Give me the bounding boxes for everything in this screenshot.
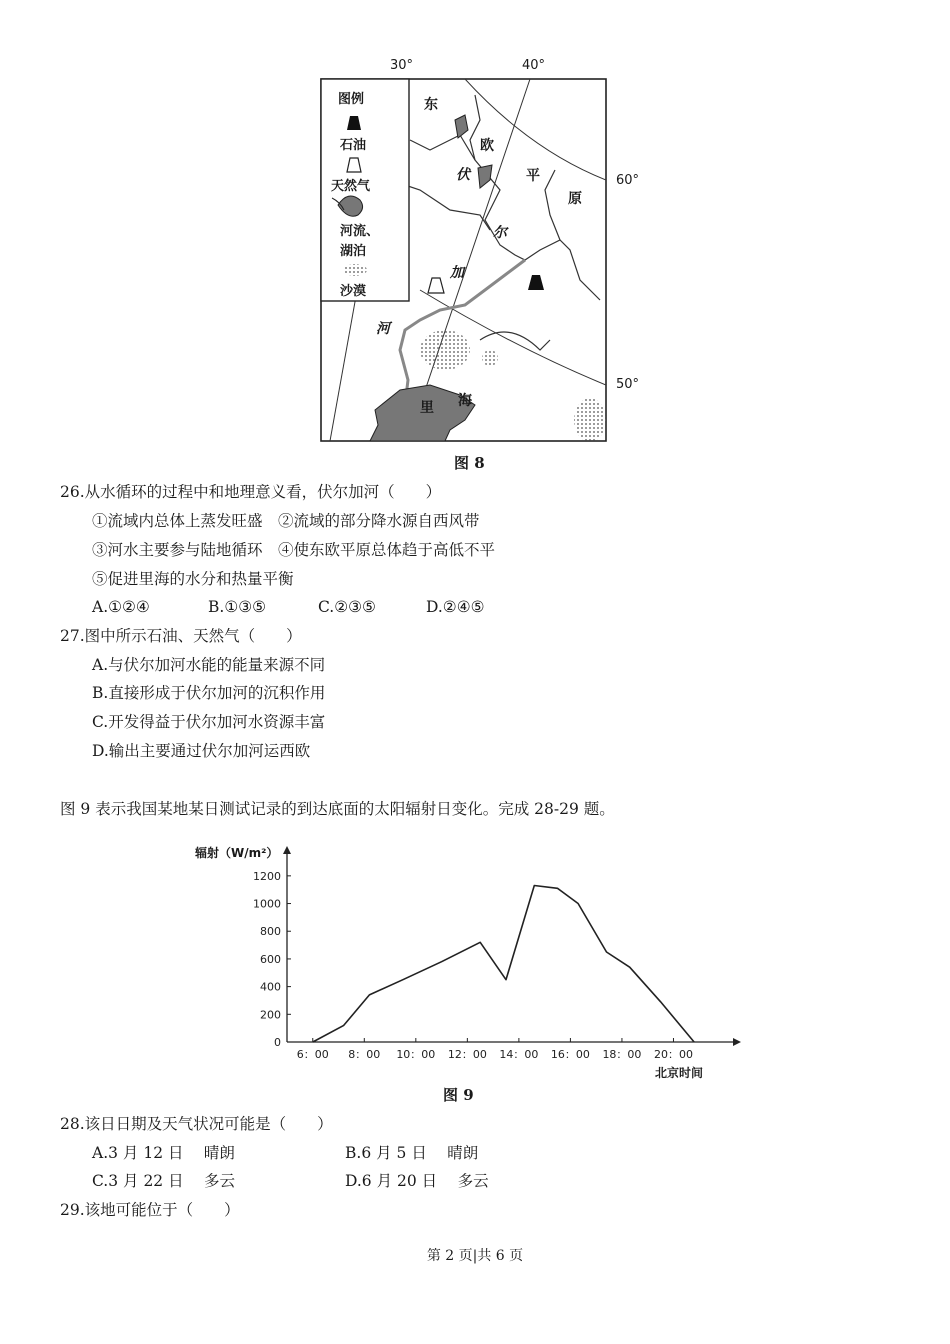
- x-tick-label: 18：00: [602, 1048, 642, 1061]
- q28-option-c[interactable]: C.3 月 22 日 多云: [92, 1172, 236, 1190]
- q26-stem: 26.从水循环的过程中和地理意义看，伏尔加河（ ）: [60, 483, 442, 501]
- lat-label-50: 50°: [616, 377, 640, 392]
- q28-option-d[interactable]: D.6 月 20 日 多云: [345, 1172, 489, 1190]
- figure-8-map: [300, 50, 650, 480]
- x-tick-label: 6：00: [296, 1048, 329, 1061]
- q27-stem: 27.图中所示石油、天然气（ ）: [60, 627, 302, 645]
- page-footer: 第 2 页|共 6 页: [426, 1248, 524, 1264]
- legend-desert: 沙漠: [340, 284, 367, 299]
- intro-text: 图 9 表示我国某地某日测试记录的到达底面的太阳辐射日变化。完成 28-29 题。: [60, 800, 615, 818]
- lat-label-60: 60°: [616, 173, 640, 188]
- lon-label-30: 30°: [390, 58, 414, 73]
- q26-option-b[interactable]: B.①③⑤: [208, 598, 267, 616]
- x-tick-label: 20：00: [653, 1048, 693, 1061]
- q26-statement-3: ⑤促进里海的水分和热量平衡: [92, 570, 294, 588]
- y-tick-label: 0: [274, 1036, 281, 1049]
- x-tick-label: 16：00: [550, 1048, 590, 1061]
- region-char-ping: 平: [526, 168, 540, 184]
- region-char-dong: 东: [424, 97, 438, 113]
- chart-ylabel: 辐射（W/m²）: [195, 846, 279, 860]
- legend-gas: 天然气: [331, 179, 371, 194]
- q26-option-a[interactable]: A.①②④: [92, 598, 150, 616]
- figure-9-caption: 图 9: [443, 1086, 474, 1104]
- x-tick-label: 14：00: [499, 1048, 539, 1061]
- q27-option-c[interactable]: C.开发得益于伏尔加河水资源丰富: [92, 713, 326, 731]
- river-char-he: 河: [376, 321, 390, 337]
- q27-option-d[interactable]: D.输出主要通过伏尔加河运西欧: [92, 742, 311, 760]
- x-tick-label: 12：00: [447, 1048, 487, 1061]
- legend-oil: 石油: [340, 138, 367, 153]
- river-char-er: 尔: [493, 225, 507, 241]
- map-drawing: [300, 50, 650, 480]
- q26-statement-2: ③河水主要参与陆地循环 ④使东欧平原总体趋于高低不平: [92, 541, 496, 559]
- sea-char-li: 里: [420, 400, 434, 416]
- figure-8-caption: 图 8: [454, 454, 485, 472]
- chart-svg: [185, 842, 745, 1104]
- y-tick-label: 600: [260, 952, 281, 966]
- sea-char-hai: 海: [458, 393, 472, 409]
- q29-stem: 29.该地可能位于（ ）: [60, 1201, 240, 1219]
- q26-option-d[interactable]: D.②④⑤: [426, 598, 485, 616]
- legend-river-2: 湖泊: [340, 244, 367, 259]
- river-char-jia: 加: [450, 265, 464, 281]
- q26-option-c[interactable]: C.②③⑤: [318, 598, 376, 616]
- chart-xlabel: 北京时间: [655, 1066, 704, 1080]
- q28-option-b[interactable]: B.6 月 5 日 晴朗: [345, 1144, 479, 1162]
- y-tick-label: 400: [260, 980, 281, 994]
- x-tick-label: 8：00: [348, 1048, 381, 1061]
- q26-statement-1: ①流域内总体上蒸发旺盛 ②流域的部分降水源自西风带: [92, 512, 480, 530]
- series-line-radiation: [313, 886, 694, 1043]
- region-char-yuan: 原: [568, 191, 582, 207]
- q27-option-b[interactable]: B.直接形成于伏尔加河的沉积作用: [92, 684, 326, 702]
- figure-9-chart: [185, 842, 745, 1104]
- legend-river-1: 河流、: [340, 224, 380, 239]
- region-char-ou: 欧: [480, 138, 494, 154]
- q28-stem: 28.该日日期及天气状况可能是（ ）: [60, 1115, 333, 1133]
- legend-title: 图例: [338, 92, 365, 107]
- x-tick-label: 10：00: [396, 1048, 436, 1061]
- river-char-fu: 伏: [456, 167, 470, 183]
- y-axis-arrow: [283, 846, 291, 854]
- q28-option-a[interactable]: A.3 月 12 日 晴朗: [92, 1144, 235, 1162]
- y-tick-label: 800: [260, 925, 281, 939]
- x-axis-arrow: [733, 1038, 741, 1046]
- y-tick-label: 1200: [253, 869, 281, 883]
- y-tick-label: 1000: [253, 897, 281, 911]
- q27-option-a[interactable]: A.与伏尔加河水能的能量来源不同: [92, 656, 326, 674]
- lon-label-40: 40°: [522, 58, 546, 73]
- y-tick-label: 200: [260, 1008, 281, 1022]
